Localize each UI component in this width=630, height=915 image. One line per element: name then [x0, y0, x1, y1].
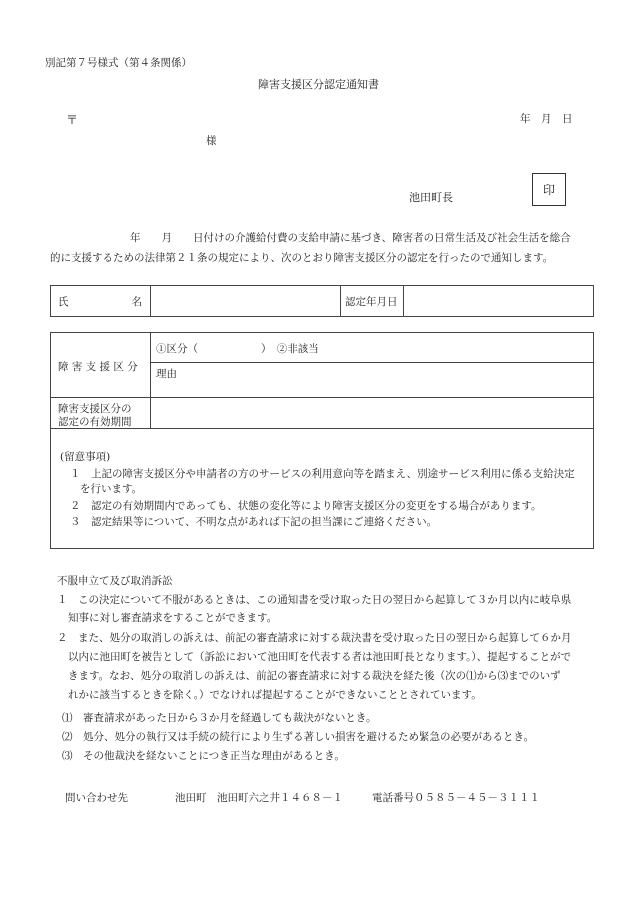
seal-label: 印: [542, 183, 555, 197]
classification-label: 障 害 支 援 区 分: [58, 361, 138, 373]
appeal-sub-item-1: ⑴ 審査請求があった日から３か月を経過しても裁決がないとき。: [62, 712, 377, 724]
appeal-item1-line1: １ この決定について不服があるときは、この通知書を受け取った日の翌日から起算して３か月以内に岐阜県: [57, 594, 572, 606]
appeal-sub-item-2: ⑵ 処分、処分の執行又は手続の続行により生ずる著しい損害を避けるため緊急の必要があるとき。: [62, 731, 535, 743]
addressee-suffix: 様: [206, 135, 217, 147]
form-number: 別記第７号様式（第４条関係）: [45, 57, 192, 69]
body-paragraph-line1: 年 月 日付けの介護給付費の支給申請に基づき、障害者の日常生活及び社会生活を総合: [130, 232, 571, 244]
appeal-item2-line2: 以内に池田町を被告として（訴訟において池田町を代表する者は池田町長となります。）、提起することがで: [68, 651, 572, 663]
contact-phone: 電話番号０５８５－４５－３１１１: [372, 792, 540, 804]
contact-label: 問い合わせ先: [65, 792, 128, 804]
date-line: 年 月 日: [520, 113, 573, 125]
appeal-item2-line3: きます。なお、処分の取消しの訴えは、前記の審査請求に対する裁決を経た後（次の⑴から⑶までのいず: [68, 670, 561, 682]
certification-date-label: 認定年月日: [345, 296, 398, 308]
appeal-heading: 不服申立て及び取消訴訟: [57, 575, 173, 587]
notes-item-1-line1: １ 上記の障害支援区分や申請者の方のサービスの利用意向等を踏まえ、別途サービス利用に係る支給決定: [70, 468, 575, 480]
classification-options: ①区分（ ） ②非該当: [156, 343, 319, 355]
contact-office: 池田町 池田町六之井１４６８－１: [175, 792, 343, 804]
postal-mark: 〒: [66, 113, 79, 127]
name-label: 氏 名: [58, 296, 142, 308]
notes-item-1-line2: を行います。: [80, 483, 143, 495]
validity-label-line1: 障害支援区分の: [58, 403, 132, 415]
issuer-name: 池田町長: [409, 191, 453, 204]
appeal-item1-line2: 知事に対し審査請求をすることができます。: [68, 612, 278, 624]
body-paragraph-line2: 的に支援するための法律第２１条の規定により、次のとおり障害支援区分の認定を行ったので通知します。: [50, 252, 554, 264]
validity-label-line2: 認定の有効期間: [58, 416, 132, 428]
appeal-item2-line1: ２ また、処分の取消しの訴えは、前記の審査請求に対する裁決書を受け取った日の翌日から起算して６か月: [57, 632, 572, 644]
notes-item-2: ２ 認定の有効期間内であっても、状態の変化等により障害支援区分の変更をする場合があります。: [70, 500, 542, 512]
seal-box: [532, 173, 566, 206]
appeal-item2-line4: れかに該当するときを除く。）でなければ提起することができないこととされています。: [68, 689, 482, 701]
reason-label: 理由: [156, 368, 177, 380]
notes-item-3: ３ 認定結果等について、不明な点があれば下記の担当課にご連絡ください。: [70, 516, 438, 528]
notes-heading: (留意事項): [60, 451, 111, 463]
appeal-sub-item-3: ⑶ その他裁決を経ないことにつき正当な理由があるとき。: [62, 750, 345, 762]
document-title: 障害支援区分認定通知書: [258, 78, 379, 91]
